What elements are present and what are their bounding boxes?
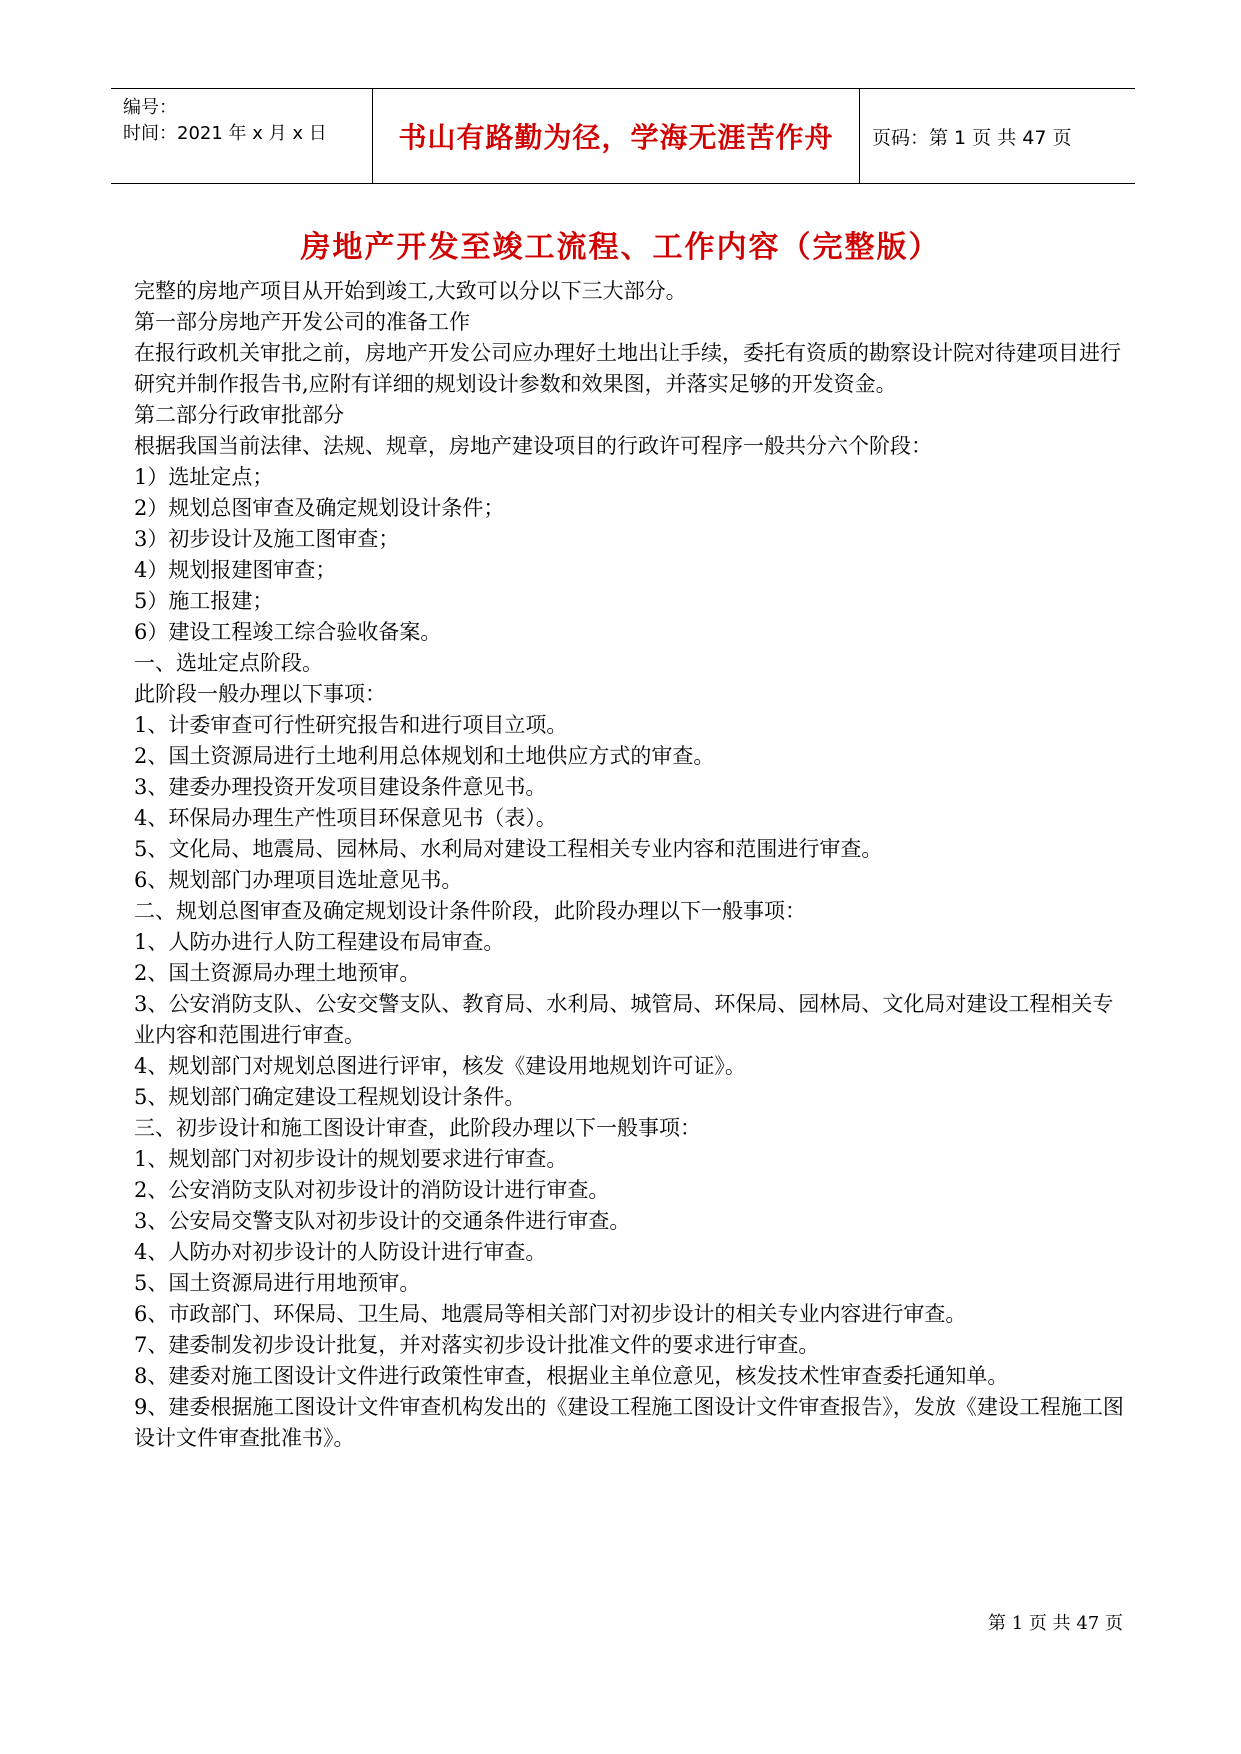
body-paragraph: 二、规划总图审查及确定规划设计条件阶段，此阶段办理以下一般事项：	[134, 899, 806, 923]
body-paragraph: 在报行政机关审批之前，房地产开发公司应办理好土地出让手续，委托有资质的勘察设计院对待建项目进行研究并制作报告书,应附有详细的规划设计参数和效果图，并落实足够的开发资金。	[134, 341, 1121, 396]
body-paragraph: 根据我国当前法律、法规、规章，房地产建设项目的行政许可程序一般共分六个阶段：	[134, 434, 932, 458]
body-paragraph: 5、国土资源局进行用地预审。	[134, 1271, 421, 1295]
body-paragraph: 4、环保局办理生产性项目环保意见书（表）。	[134, 806, 557, 830]
body-paragraph: 此阶段一般办理以下事项：	[134, 682, 386, 706]
body-paragraph: 6、市政部门、环保局、卫生局、地震局等相关部门对初步设计的相关专业内容进行审查。	[134, 1302, 967, 1326]
page-footer: 第 1 页 共 47 页	[988, 1613, 1123, 1634]
document-body	[134, 276, 1124, 1454]
body-paragraph: 5、文化局、地震局、园林局、水利局对建设工程相关专业内容和范围进行审查。	[134, 837, 883, 861]
body-paragraph: 3、公安消防支队、公安交警支队、教育局、水利局、城管局、环保局、园林局、文化局对建设工程相关专业内容和范围进行审查。	[134, 992, 1114, 1047]
body-paragraph: 1、人防办进行人防工程建设布局审查。	[134, 930, 505, 954]
header-middle-cell	[373, 89, 860, 183]
header-motto: 书山有路勤为径，学海无涯苦作舟	[398, 121, 834, 154]
body-paragraph: 三、初步设计和施工图设计审查，此阶段办理以下一般事项：	[134, 1116, 701, 1140]
body-paragraph: 2、国土资源局进行土地利用总体规划和土地供应方式的审查。	[134, 744, 715, 768]
document-title: 房地产开发至竣工流程、工作内容（完整版）	[300, 230, 941, 265]
body-paragraph: 6）建设工程竣工综合验收备案。	[134, 620, 442, 644]
document-time-label: 时间：2021 年 x 月 x 日	[123, 123, 327, 144]
body-paragraph: 6、规划部门办理项目选址意见书。	[134, 868, 463, 892]
body-paragraph: 3、公安局交警支队对初步设计的交通条件进行审查。	[134, 1209, 631, 1233]
body-paragraph: 4、规划部门对规划总图进行评审，核发《建设用地规划许可证》。	[134, 1054, 746, 1078]
document-header	[111, 88, 1135, 184]
header-page-info: 页码：第 1 页 共 47 页	[872, 126, 1072, 149]
body-paragraph: 5）施工报建；	[134, 589, 274, 613]
body-paragraph: 一、选址定点阶段。	[134, 651, 323, 675]
body-paragraph: 1、计委审查可行性研究报告和进行项目立项。	[134, 713, 568, 737]
body-paragraph: 第一部分房地产开发公司的准备工作	[134, 310, 470, 334]
body-paragraph: 1、规划部门对初步设计的规划要求进行审查。	[134, 1147, 568, 1171]
body-paragraph: 第二部分行政审批部分	[134, 403, 344, 427]
body-paragraph: 2、国土资源局办理土地预审。	[134, 961, 421, 985]
body-paragraph: 5、规划部门确定建设工程规划设计条件。	[134, 1085, 526, 1109]
body-paragraph: 4）规划报建图审查；	[134, 558, 337, 582]
body-paragraph: 8、建委对施工图设计文件进行政策性审查，根据业主单位意见，核发技术性审查委托通知单。	[134, 1364, 1009, 1388]
body-paragraph: 4、人防办对初步设计的人防设计进行审查。	[134, 1240, 547, 1264]
body-paragraph: 2、公安消防支队对初步设计的消防设计进行审查。	[134, 1178, 610, 1202]
body-paragraph: 7、建委制发初步设计批复，并对落实初步设计批准文件的要求进行审查。	[134, 1333, 820, 1357]
header-right-cell	[860, 89, 1135, 183]
body-paragraph: 2）规划总图审查及确定规划设计条件；	[134, 496, 505, 520]
body-paragraph: 完整的房地产项目从开始到竣工,大致可以分以下三大部分。	[134, 279, 687, 303]
body-paragraph: 1）选址定点；	[134, 465, 274, 489]
body-paragraph: 3）初步设计及施工图审查；	[134, 527, 400, 551]
header-left-cell	[111, 89, 373, 183]
document-number-label: 编号：	[123, 97, 177, 118]
body-paragraph: 9、建委根据施工图设计文件审查机构发出的《建设工程施工图设计文件审查报告》，发放《建设工程施工图设计文件审查批准书》。	[134, 1395, 1124, 1450]
body-paragraph: 3、建委办理投资开发项目建设条件意见书。	[134, 775, 547, 799]
